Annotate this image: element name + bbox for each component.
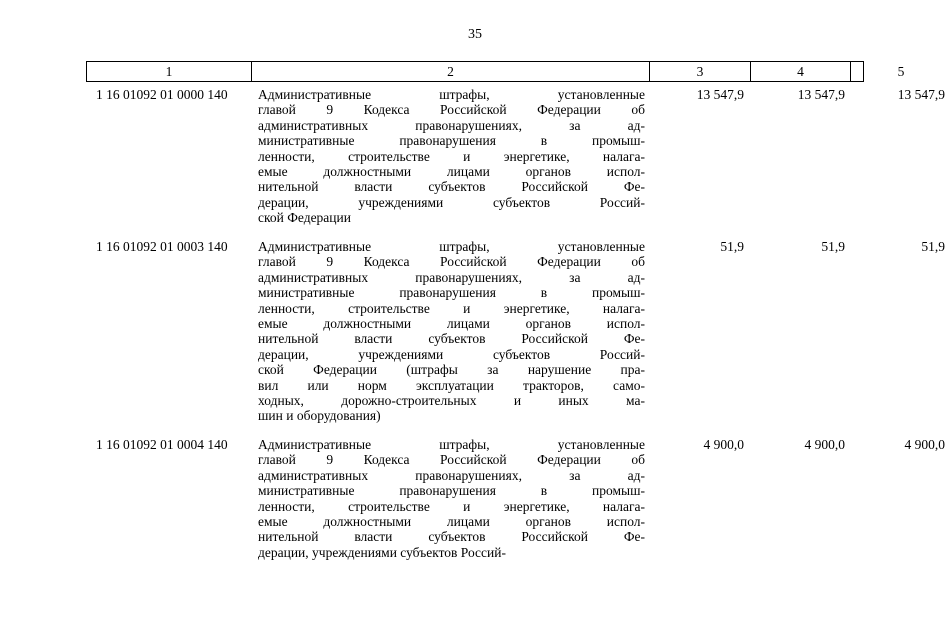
row-description (258, 239, 645, 424)
column-header-2: 2 (252, 62, 650, 81)
description-line: главой 9 Кодекса Российской Федерации об (258, 254, 645, 270)
description-line: административных правонарушениях, за ад- (258, 269, 645, 285)
description-line: шин и оборудования) (258, 408, 381, 424)
description-line: ходных, дорожно-строительных и иных ма- (258, 392, 645, 408)
column-header-1: 1 (87, 62, 252, 81)
table-header (86, 61, 905, 82)
description-line: главой 9 Кодекса Российской Федерации об (258, 102, 645, 118)
budget-code: 1 16 01092 01 0000 140 (96, 87, 228, 102)
value-col-4: 13 547,9 (797, 87, 845, 102)
description-line: административных правонарушениях, за ад- (258, 117, 645, 133)
description-line: административных правонарушениях, за ад- (258, 467, 645, 483)
description-line: емые должностными лицами органов испол- (258, 163, 645, 179)
description-line: дерации, учреждениями субъектов Россий- (258, 346, 645, 362)
description-line: дерации, учреждениями субъектов Россий- (258, 194, 645, 210)
description-line: ленности, строительстве и энергетике, налага- (258, 498, 645, 514)
description-line: главой 9 Кодекса Российской Федерации об (258, 452, 645, 468)
description-line: нительной власти субъектов Российской Фе- (258, 179, 645, 195)
description-line: дерации, учреждениями субъектов Россий- (258, 544, 506, 560)
description-line: ской Федерации (штрафы за нарушение пра- (258, 362, 645, 378)
row-description (258, 87, 645, 226)
value-col-5: 13 547,9 (897, 87, 945, 102)
description-line: министративные правонарушения в промыш- (258, 133, 645, 149)
budget-code: 1 16 01092 01 0004 140 (96, 437, 228, 452)
page-number: 35 (468, 27, 482, 42)
row-description (258, 437, 645, 560)
value-col-4: 51,9 (821, 239, 845, 254)
description-line: нительной власти субъектов Российской Фе- (258, 331, 645, 347)
description-line: ленности, строительстве и энергетике, налага- (258, 148, 645, 164)
description-line: ской Федерации (258, 210, 351, 226)
value-col-3: 51,9 (720, 239, 744, 254)
value-col-5: 51,9 (921, 239, 945, 254)
description-line: Административные штрафы, установленные (258, 239, 645, 254)
description-line: нительной власти субъектов Российской Фе- (258, 529, 645, 545)
description-line: вил или норм эксплуатации тракторов, само- (258, 377, 645, 393)
budget-code: 1 16 01092 01 0003 140 (96, 239, 228, 254)
description-line: Административные штрафы, установленные (258, 87, 645, 102)
value-col-5: 4 900,0 (904, 437, 945, 452)
column-header-4: 4 (751, 62, 851, 81)
value-col-4: 4 900,0 (804, 437, 845, 452)
value-col-3: 4 900,0 (703, 437, 744, 452)
column-header-5: 5 (897, 64, 905, 79)
description-line: емые должностными лицами органов испол- (258, 315, 645, 331)
description-line: Административные штрафы, установленные (258, 437, 645, 452)
description-line: ленности, строительстве и энергетике, налага- (258, 300, 645, 316)
value-col-3: 13 547,9 (696, 87, 744, 102)
description-line: емые должностными лицами органов испол- (258, 513, 645, 529)
description-line: министративные правонарушения в промыш- (258, 285, 645, 301)
description-line: министративные правонарушения в промыш- (258, 483, 645, 499)
column-header-3: 3 (650, 62, 751, 81)
